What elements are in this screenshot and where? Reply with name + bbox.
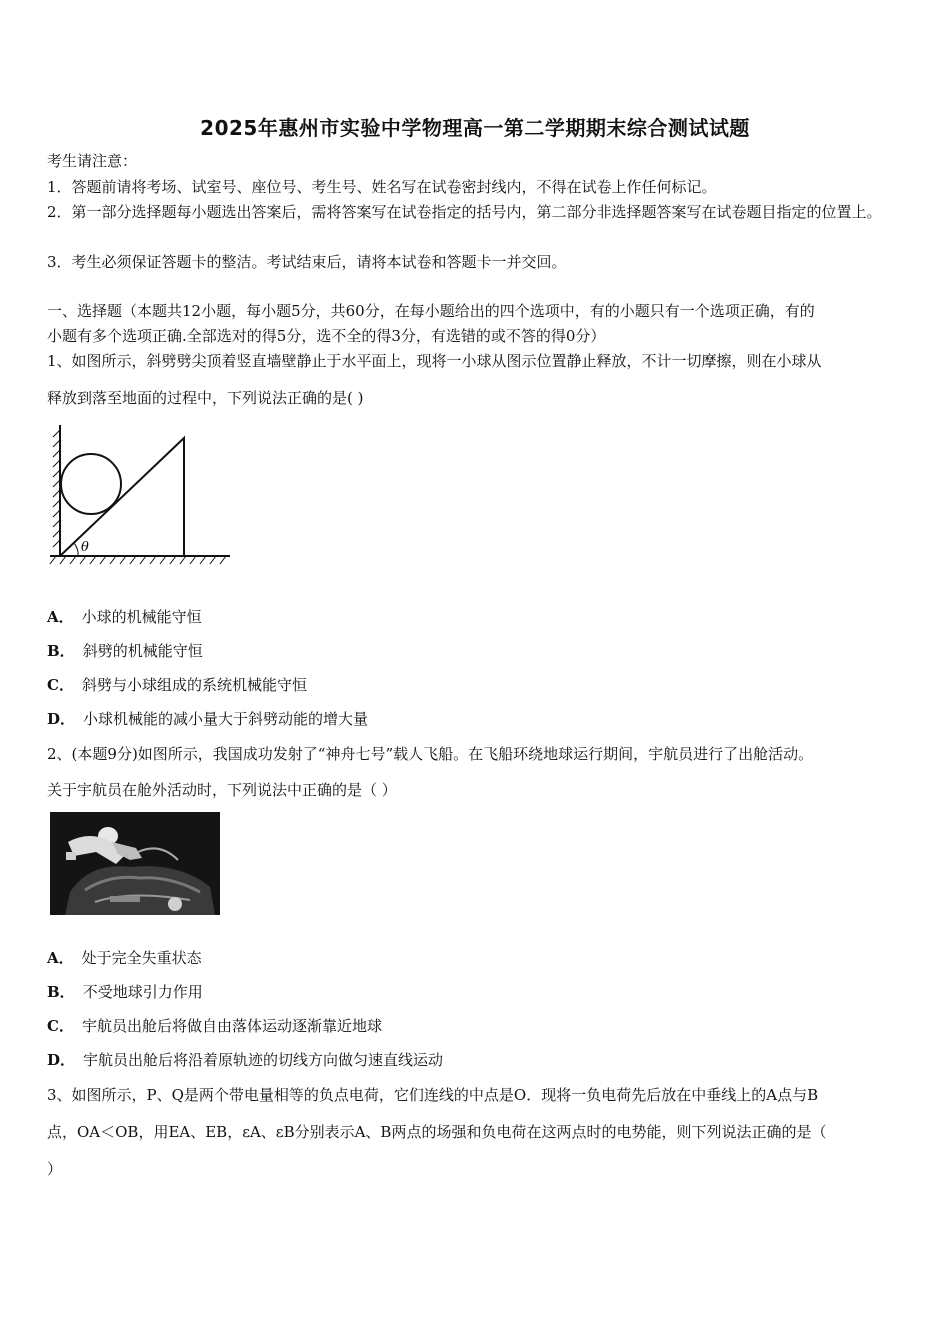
question-1-option-a: A． 小球的机械能守恒 xyxy=(47,608,202,626)
astronaut-photo xyxy=(50,812,220,915)
angle-theta-label: θ xyxy=(81,540,89,555)
question-1-stem-line-2: 释放到落至地面的过程中，下列说法正确的是( ) xyxy=(47,389,364,407)
question-3-stem-line-2: 点，OA＜OB，用EA、EB，εA、εB分别表示A、B两点的场强和负电荷在这两点时的电势能，则下列说法正确的是（ xyxy=(47,1123,827,1141)
section-1-instructions-line-2: 小题有多个选项正确.全部选对的得5分，选不全的得3分，有选错的或不答的得0分） xyxy=(47,327,606,345)
notice-item-3: 3．考生必须保证答题卡的整洁。考试结束后，请将本试卷和答题卡一并交回。 xyxy=(47,253,567,271)
question-3-stem-line-1: 3、如图所示，P、Q是两个带电量相等的负点电荷，它们连线的中点是O．现将一负电荷先后放在中垂线上的A点与B xyxy=(47,1086,819,1104)
question-1-option-b: B． 斜劈的机械能守恒 xyxy=(47,642,203,660)
question-1-stem-line-1: 1、如图所示，斜劈劈尖顶着竖直墙壁静止于水平面上，现将一小球从图示位置静止释放，不计一切摩擦，则在小球从 xyxy=(47,352,822,370)
question-2-stem-line-2: 关于宇航员在舱外活动时，下列说法中正确的是（ ） xyxy=(47,781,397,799)
notice-heading: 考生请注意： xyxy=(47,152,138,170)
question-2-stem-line-1: 2、(本题9分)如图所示，我国成功发射了“神舟七号”载人飞船。在飞船环绕地球运行期间，宇航员进行了出舱活动。 xyxy=(47,745,814,763)
notice-item-2: 2．第一部分选择题每小题选出答案后，需将答案写在试卷指定的括号内，第二部分非选择题答案写在试卷题目指定的位置上。 xyxy=(47,203,882,221)
question-1-option-c: C． 斜劈与小球组成的系统机械能守恒 xyxy=(47,676,307,694)
question-2-option-c: C． 宇航员出舱后将做自由落体运动逐渐靠近地球 xyxy=(47,1017,382,1035)
page-title: 2025年惠州市实验中学物理高一第二学期期末综合测试试题 xyxy=(200,116,750,140)
notice-item-1: 1．答题前请将考场、试室号、座位号、考生号、姓名写在试卷密封线内，不得在试卷上作任何标记。 xyxy=(47,178,717,196)
wedge-ball-diagram xyxy=(44,420,244,570)
question-2-option-a: A． 处于完全失重状态 xyxy=(47,949,202,967)
question-1-option-d: D． 小球机械能的减小量大于斜劈动能的增大量 xyxy=(47,710,369,728)
section-1-instructions-line-1: 一、选择题（本题共12小题，每小题5分，共60分，在每小题给出的四个选项中，有的小题只有一个选项正确，有的 xyxy=(47,302,815,320)
question-2-option-b: B． 不受地球引力作用 xyxy=(47,983,203,1001)
question-3-stem-line-3: ） xyxy=(47,1160,63,1178)
question-2-option-d: D． 宇航员出舱后将沿着原轨迹的切线方向做匀速直线运动 xyxy=(47,1051,444,1069)
